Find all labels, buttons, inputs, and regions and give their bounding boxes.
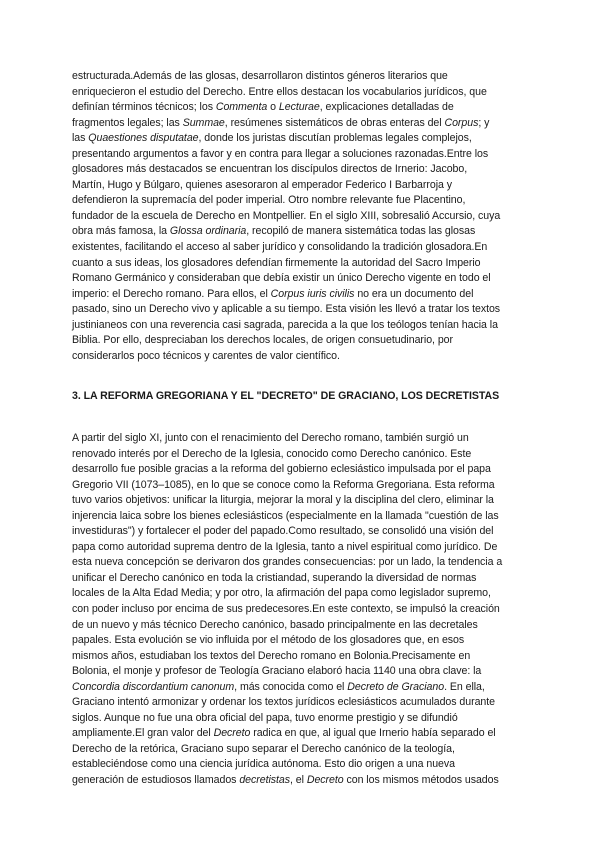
text-run: presentando argumentos a favor y en contra para llegar a soluciones razonadas.Entre los xyxy=(72,147,489,160)
text-run: estructurada.Además de las glosas, desarrollaron distintos géneros literarios que xyxy=(72,70,448,82)
text-run: no era un documento del xyxy=(354,287,474,300)
text-line xyxy=(72,193,528,209)
text-line xyxy=(72,493,528,509)
italic-run: decretistas xyxy=(239,774,291,787)
text-run: pasado, sino un Derecho vivo y aplicable a su tiempo. Esta visión les llevó a tratar los textos xyxy=(72,303,501,316)
text-line xyxy=(72,633,528,649)
text-line xyxy=(72,602,528,618)
text-line xyxy=(72,240,528,256)
text-line xyxy=(72,555,528,571)
paragraph-glosadores xyxy=(72,69,528,364)
text-run: injerencia laica sobre los bienes eclesiásticos (especialmente en la llamada "cuestión de las xyxy=(72,509,499,522)
text-run: A partir del siglo XI, junto con el renacimiento del Derecho romano, también surgió un xyxy=(72,432,469,444)
text-run: , más conocida como el xyxy=(234,680,348,693)
italic-run: Corpus xyxy=(444,116,479,129)
text-line xyxy=(72,447,528,463)
text-line xyxy=(72,318,528,334)
text-run: , resúmenes sistemáticos de obras enteras del xyxy=(224,116,445,129)
text-run: , explicaciones detalladas de xyxy=(319,101,454,114)
text-line xyxy=(72,509,528,525)
text-line xyxy=(72,287,528,303)
text-line xyxy=(72,742,528,758)
text-line xyxy=(72,85,528,101)
text-run: definían términos técnicos; los xyxy=(72,101,216,114)
text-run: Bolonia, el monje y profesor de Teología Graciano elaboró hacia 1140 una obra clave: la xyxy=(72,665,482,678)
text-run: desarrollo fue posible gracias a la reforma del gobierno eclesiástico impulsada por el papa xyxy=(72,463,491,476)
text-run: tuvo varios objetivos: unificar la liturgia, mejorar la moral y la disciplina del clero, eliminar la xyxy=(72,494,494,507)
italic-run: Quaestiones disputatae xyxy=(88,132,199,145)
text-line xyxy=(72,462,528,478)
text-run: siglos. Aunque no fue una obra oficial del papa, tuvo enorme prestigio y se difundió xyxy=(72,711,458,724)
italic-run: Decreto de Graciano xyxy=(347,680,445,693)
italic-run: Corpus iuris civilis xyxy=(270,287,355,300)
text-run: fundador de la escuela de Derecho en Montpellier. En el siglo XIII, sobresalió Accursio, cuya xyxy=(72,209,501,222)
text-line xyxy=(72,757,528,773)
text-line xyxy=(72,649,528,665)
text-line xyxy=(72,209,528,225)
text-run: Martín, Hugo y Búlgaro, quienes asesoraron al emperador Federico I Barbarroja y xyxy=(72,178,452,191)
text-line xyxy=(72,333,528,349)
text-line xyxy=(72,224,528,240)
text-run: Derecho de la retórica, Graciano supo separar el Derecho canónico de la teología, xyxy=(72,742,455,755)
text-run: con los mismos métodos usados xyxy=(343,774,499,787)
text-run: glosadores más destacados se encuentran los discípulos directos de Irnerio: Jacobo, xyxy=(72,163,468,176)
text-line xyxy=(72,178,528,194)
text-line xyxy=(72,524,528,540)
text-run: obra más famosa, la xyxy=(72,225,170,238)
text-run: de un nuevo y más técnico Derecho canónico, basado principalmente en las decretales xyxy=(72,618,478,631)
text-run: . En ella, xyxy=(444,680,485,693)
text-run: ; y xyxy=(478,116,490,129)
text-run: renovado interés por el Derecho de la Iglesia, conocido como Derecho canónico. Este xyxy=(72,447,472,460)
italic-run: Commenta xyxy=(215,101,268,114)
text-line xyxy=(72,431,528,447)
text-run: , el xyxy=(290,774,307,787)
text-run: , recopiló de manera sistemática todas las glosas xyxy=(246,225,476,238)
text-line xyxy=(72,773,528,789)
text-run: papales. Esta evolución se vio influida por el método de los glosadores que, en esos xyxy=(72,634,465,647)
text-line xyxy=(72,302,528,318)
text-run: considerarlos poco técnicos y carentes de valor científico. xyxy=(72,349,340,362)
text-line xyxy=(72,256,528,272)
text-line xyxy=(72,726,528,742)
text-line xyxy=(72,586,528,602)
text-line xyxy=(72,100,528,116)
text-run: ampliamente.El gran valor del xyxy=(72,727,214,740)
text-line xyxy=(72,116,528,132)
text-line xyxy=(72,131,528,147)
text-run: radica en que, al igual que Irnerio había separado el xyxy=(250,727,496,740)
italic-run: Glossa ordinaria xyxy=(169,225,247,238)
text-line xyxy=(72,162,528,178)
text-run: , donde los juristas discutían problemas legales complejos, xyxy=(198,132,472,145)
text-run: imperio: el Derecho romano. Para ellos, el xyxy=(72,287,271,300)
text-run: fragmentos legales; las xyxy=(72,116,183,129)
text-line xyxy=(72,69,528,85)
text-run: justinianeos con una reverencia casi sagrada, parecida a la que los teólogos tenían hacia la xyxy=(72,318,498,331)
section-heading: 3. LA REFORMA GREGORIANA Y EL "DECRETO" DE GRACIANO, LOS DECRETISTAS xyxy=(72,390,500,402)
text-run: Biblia. Por ello, despreciaban los derechos locales, de origen consuetudinario, por xyxy=(72,334,453,347)
text-run: o xyxy=(267,101,279,114)
text-line xyxy=(72,147,528,163)
text-run: estableciéndose como una ciencia jurídica autónoma. Esto dio origen a una nueva xyxy=(72,758,455,771)
text-run: investiduras") y fortalecer el poder del papado.Como resultado, se consolidó una visión del xyxy=(72,525,494,538)
italic-run: Decreto xyxy=(306,774,344,787)
text-run: papa como autoridad suprema dentro de la Iglesia, tanto a nivel espiritual como jurídico. De xyxy=(72,540,498,553)
italic-run: Decreto xyxy=(213,727,251,740)
text-run: Gregorio VII (1073–1085), en lo que se conoce como la Reforma Gregoriana. Esta reforma xyxy=(72,478,495,491)
text-line xyxy=(72,571,528,587)
text-run: existentes, facilitando el acceso al saber jurídico y consolidando la tradición glosadora.En xyxy=(72,241,488,254)
text-line xyxy=(72,478,528,494)
text-line xyxy=(72,711,528,727)
text-run: unificar el Derecho canónico en toda la cristiandad, superando la diversidad de normas xyxy=(72,571,477,584)
text-run: Graciano intentó armonizar y ordenar los textos jurídicos eclesiásticos acumulados durante xyxy=(72,696,495,709)
text-run: cuanto a sus ideas, los glosadores defendían firmemente la autoridad del Sacro Imperio xyxy=(72,256,481,269)
text-run: locales de la Alta Edad Media; y por otro, la afirmación del papa como legislador supremo, xyxy=(72,587,491,600)
text-line xyxy=(72,618,528,634)
italic-run: Concordia discordantium canonum xyxy=(72,680,235,693)
text-run: con poder incluso por encima de sus predecesores.En este contexto, se impulsó la creación xyxy=(72,603,500,616)
text-line xyxy=(72,271,528,287)
text-run: esta nueva concepción se derivaron dos grandes consecuencias: por un lado, la tendencia a xyxy=(72,556,503,569)
text-line xyxy=(72,664,528,680)
text-run: generación de estudiosos llamados xyxy=(72,774,240,787)
text-run: enriquecieron el estudio del Derecho. Entre ellos destacan los vocabularios jurídicos, que xyxy=(72,85,487,98)
text-run: las xyxy=(72,132,89,145)
paragraph-reforma-gregoriana xyxy=(72,431,528,789)
text-line xyxy=(72,349,528,365)
text-run: mismos años, estudiaban los textos del Derecho romano en Bolonia.Precisamente en xyxy=(72,649,471,662)
italic-run: Lecturae xyxy=(278,101,320,114)
text-run: Romano Germánico y consideraban que debía existir un único Derecho vigente en todo el xyxy=(72,272,491,285)
text-line xyxy=(72,540,528,556)
text-line xyxy=(72,680,528,696)
italic-run: Summae xyxy=(182,116,225,129)
text-run: defendieron la supremacía del poder imperial. Otro nombre relevante fue Placentino, xyxy=(72,194,466,207)
text-line xyxy=(72,695,528,711)
